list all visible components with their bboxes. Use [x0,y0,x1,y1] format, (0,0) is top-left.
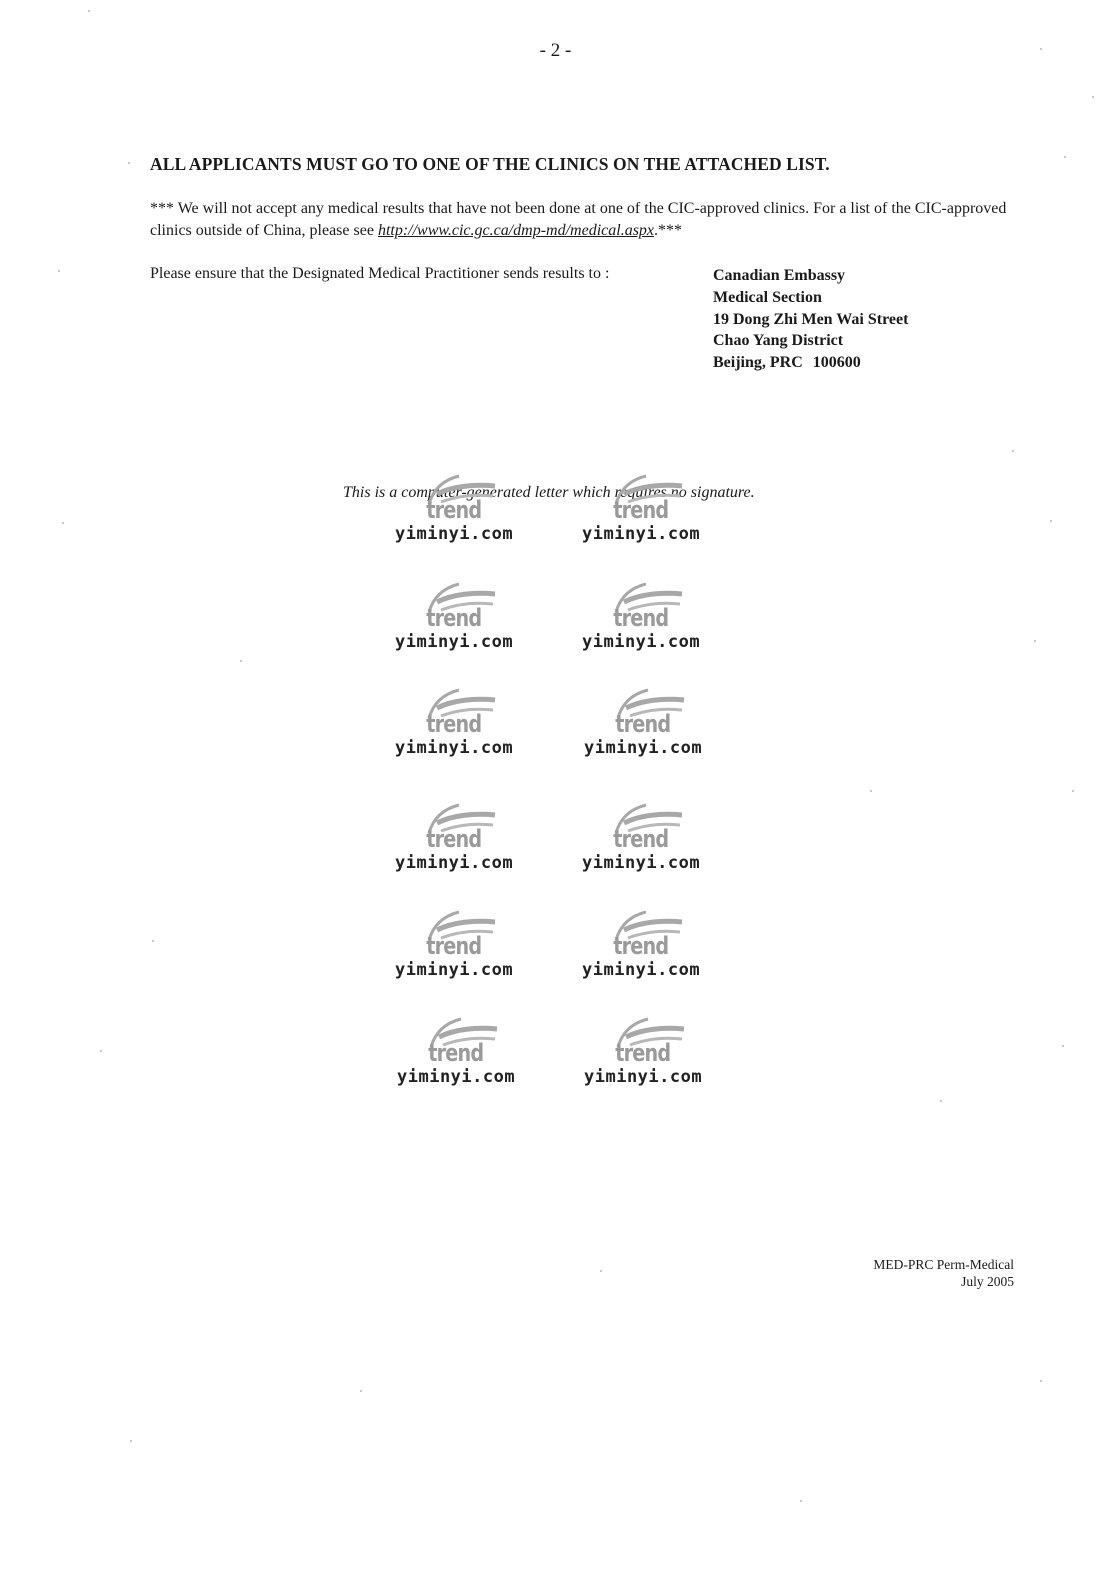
watermark [395,801,545,881]
watermark-logo: trend [613,825,669,853]
watermark-site: yiminyi.com [584,1067,703,1087]
watermark [584,1015,734,1095]
watermark-site: yiminyi.com [395,738,514,758]
speck [152,940,154,942]
address-line-1: Canadian Embassy [713,267,846,284]
address-city: Beijing, PRC [713,354,803,372]
watermark [582,472,732,552]
watermark-logo: trend [615,1039,671,1067]
speck [1092,96,1094,98]
address-postal-code: 100600 [812,354,861,372]
watermark-logo: trend [426,604,482,632]
watermark [395,686,545,766]
speck [58,270,60,272]
speck [1072,790,1074,792]
watermark-site: yiminyi.com [584,738,703,758]
watermark [395,908,545,988]
address-city-line [713,352,908,374]
notice-suffix: .*** [654,222,683,239]
form-code: MED-PRC Perm-Medical [873,1257,1014,1272]
heading: ALL APPLICANTS MUST GO TO ONE OF THE CLINICS ON THE ATTACHED LIST. [150,154,830,174]
watermark [582,580,732,660]
speck [1012,450,1014,452]
embassy-address [713,265,908,374]
speck [600,1270,602,1272]
speck [130,1440,132,1442]
speck [1050,520,1052,522]
watermark-logo: trend [426,496,482,524]
watermark-site: yiminyi.com [395,632,514,652]
watermark-site: yiminyi.com [582,524,701,544]
speck [240,660,242,662]
notice-text: *** We will not accept any medical results that have not been done at one of the CIC-approved clinics. For a list of the CIC-approved clinics outside of China, please see [150,200,1007,239]
form-date: July 2005 [961,1274,1014,1289]
watermark-logo: trend [426,825,482,853]
address-line-4: Chao Yang District [713,332,844,350]
signature-note: This is a computer-generated letter which requires no signature. [343,484,755,501]
speck [128,162,130,164]
address-line-3: 19 Dong Zhi Men Wai Street [713,310,909,328]
speck [1064,156,1066,158]
results-instruction: Please ensure that the Designated Medical Practitioner sends results to : [150,265,610,282]
speck [360,1390,362,1392]
speck [800,1500,802,1502]
watermark-site: yiminyi.com [397,1067,516,1087]
watermark [584,686,734,766]
watermark-logo: trend [613,496,669,524]
page-number: - 2 - [539,40,572,61]
clinic-notice [150,198,1030,242]
watermark-site: yiminyi.com [582,632,701,652]
watermark-site: yiminyi.com [395,960,514,980]
speck [940,1100,942,1102]
speck [1040,1380,1042,1382]
watermark [395,580,545,660]
watermark [582,908,732,988]
watermark [397,1015,547,1095]
speck [100,1050,102,1052]
footer-form-code [873,1256,1014,1290]
address-line-2: Medical Section [713,288,822,306]
speck [62,522,64,524]
watermark-logo: trend [613,604,669,632]
watermark-logo: trend [426,710,482,738]
speck [870,790,872,792]
speck [1040,48,1042,50]
watermark-site: yiminyi.com [582,960,701,980]
watermark [395,472,545,552]
speck [1034,640,1036,642]
clinic-list-link[interactable]: http://www.cic.gc.ca/dmp-md/medical.aspx [377,222,655,239]
speck [1062,1045,1064,1047]
watermark-logo: trend [428,1039,484,1067]
speck [88,10,90,12]
watermark-logo: trend [426,932,482,960]
watermark-logo: trend [615,710,671,738]
watermark-logo: trend [613,932,669,960]
watermark-site: yiminyi.com [395,853,514,873]
watermark-site: yiminyi.com [582,853,701,873]
watermark-site: yiminyi.com [395,524,514,544]
watermark [582,801,732,881]
